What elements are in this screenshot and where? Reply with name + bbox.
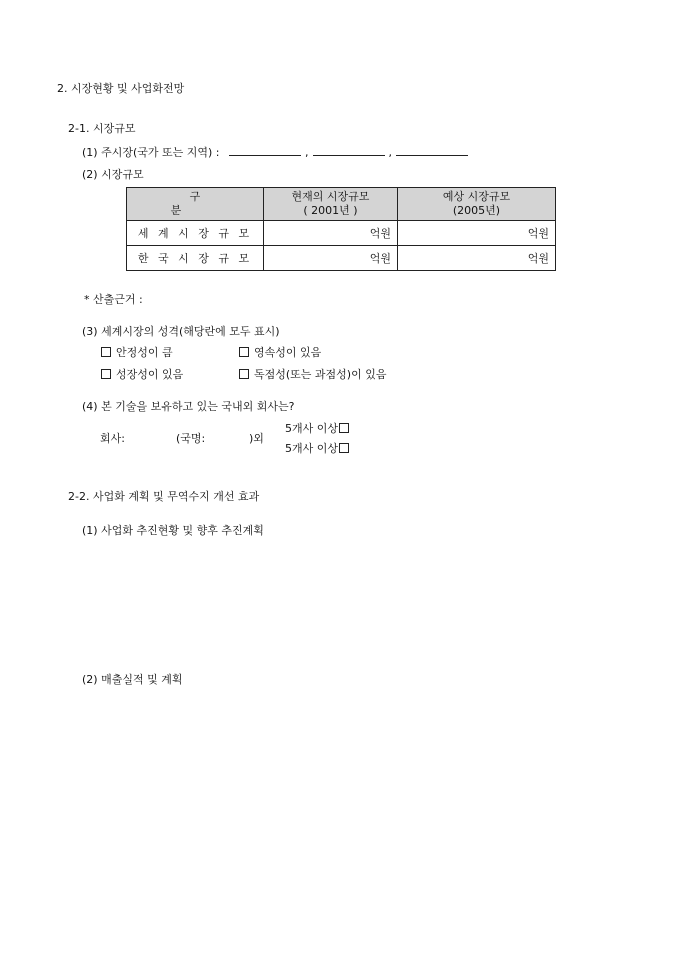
section-title: 2. 시장현황 및 사업화전망 <box>57 82 185 95</box>
header-current-size: 현재의 시장규모 ( 2001년 ) <box>264 188 398 221</box>
main-market-field-3[interactable] <box>396 145 468 156</box>
subsection-title-2-1: 2-1. 시장규모 <box>68 122 136 135</box>
market-nature-label: (3) 세계시장의 성격(해당란에 모두 표시) <box>82 325 280 338</box>
table-row <box>127 221 556 246</box>
checkbox-monopoly[interactable]: 독점성(또는 과점성)이 있음 <box>239 366 386 382</box>
market-size-label: (2) 시장규모 <box>82 168 144 181</box>
main-market-label: (1) 주시장(국가 또는 지역) : <box>82 146 220 159</box>
cell-world-expected[interactable]: 억원 <box>398 221 556 246</box>
sales-plan-label: (2) 매출실적 및 계획 <box>82 673 183 686</box>
comma-separator: , <box>305 146 309 159</box>
checkbox-permanence[interactable]: 영속성이 있음 <box>239 344 321 360</box>
others-label: )외 <box>249 432 264 445</box>
table-header-row <box>127 188 556 221</box>
checkbox-stability[interactable]: 안정성이 큼 <box>101 344 173 360</box>
checkbox-five-or-more-1[interactable]: 5개사 이상 <box>285 420 349 436</box>
checkbox-growth[interactable]: 성장성이 있음 <box>101 366 183 382</box>
company-label: 회사: <box>100 432 125 445</box>
header-gubun: 구 분 <box>127 188 264 221</box>
cell-korea-expected[interactable]: 억원 <box>398 246 556 271</box>
companies-question: (4) 본 기술을 보유하고 있는 국내외 회사는? <box>82 400 295 413</box>
market-size-table <box>126 187 556 271</box>
subsection-title-2-2: 2-2. 사업화 계획 및 무역수지 개선 효과 <box>68 490 260 503</box>
main-market-field-2[interactable] <box>313 145 385 156</box>
header-expected-size: 예상 시장규모 (2005년) <box>398 188 556 221</box>
row-label-korea: 한 국 시 장 규 모 <box>127 246 264 271</box>
table-row <box>127 246 556 271</box>
main-market-line <box>82 144 468 160</box>
main-market-field-1[interactable] <box>229 145 301 156</box>
checkbox-five-or-more-2[interactable]: 5개사 이상 <box>285 440 349 456</box>
comma-separator: , <box>388 146 392 159</box>
cell-korea-current[interactable]: 억원 <box>264 246 398 271</box>
cell-world-current[interactable]: 억원 <box>264 221 398 246</box>
country-label: (국명: <box>176 432 206 445</box>
calculation-basis: * 산출근거 : <box>84 293 143 306</box>
commercialization-plan-label: (1) 사업화 추진현황 및 향후 추진계획 <box>82 524 264 537</box>
row-label-world: 세 계 시 장 규 모 <box>127 221 264 246</box>
